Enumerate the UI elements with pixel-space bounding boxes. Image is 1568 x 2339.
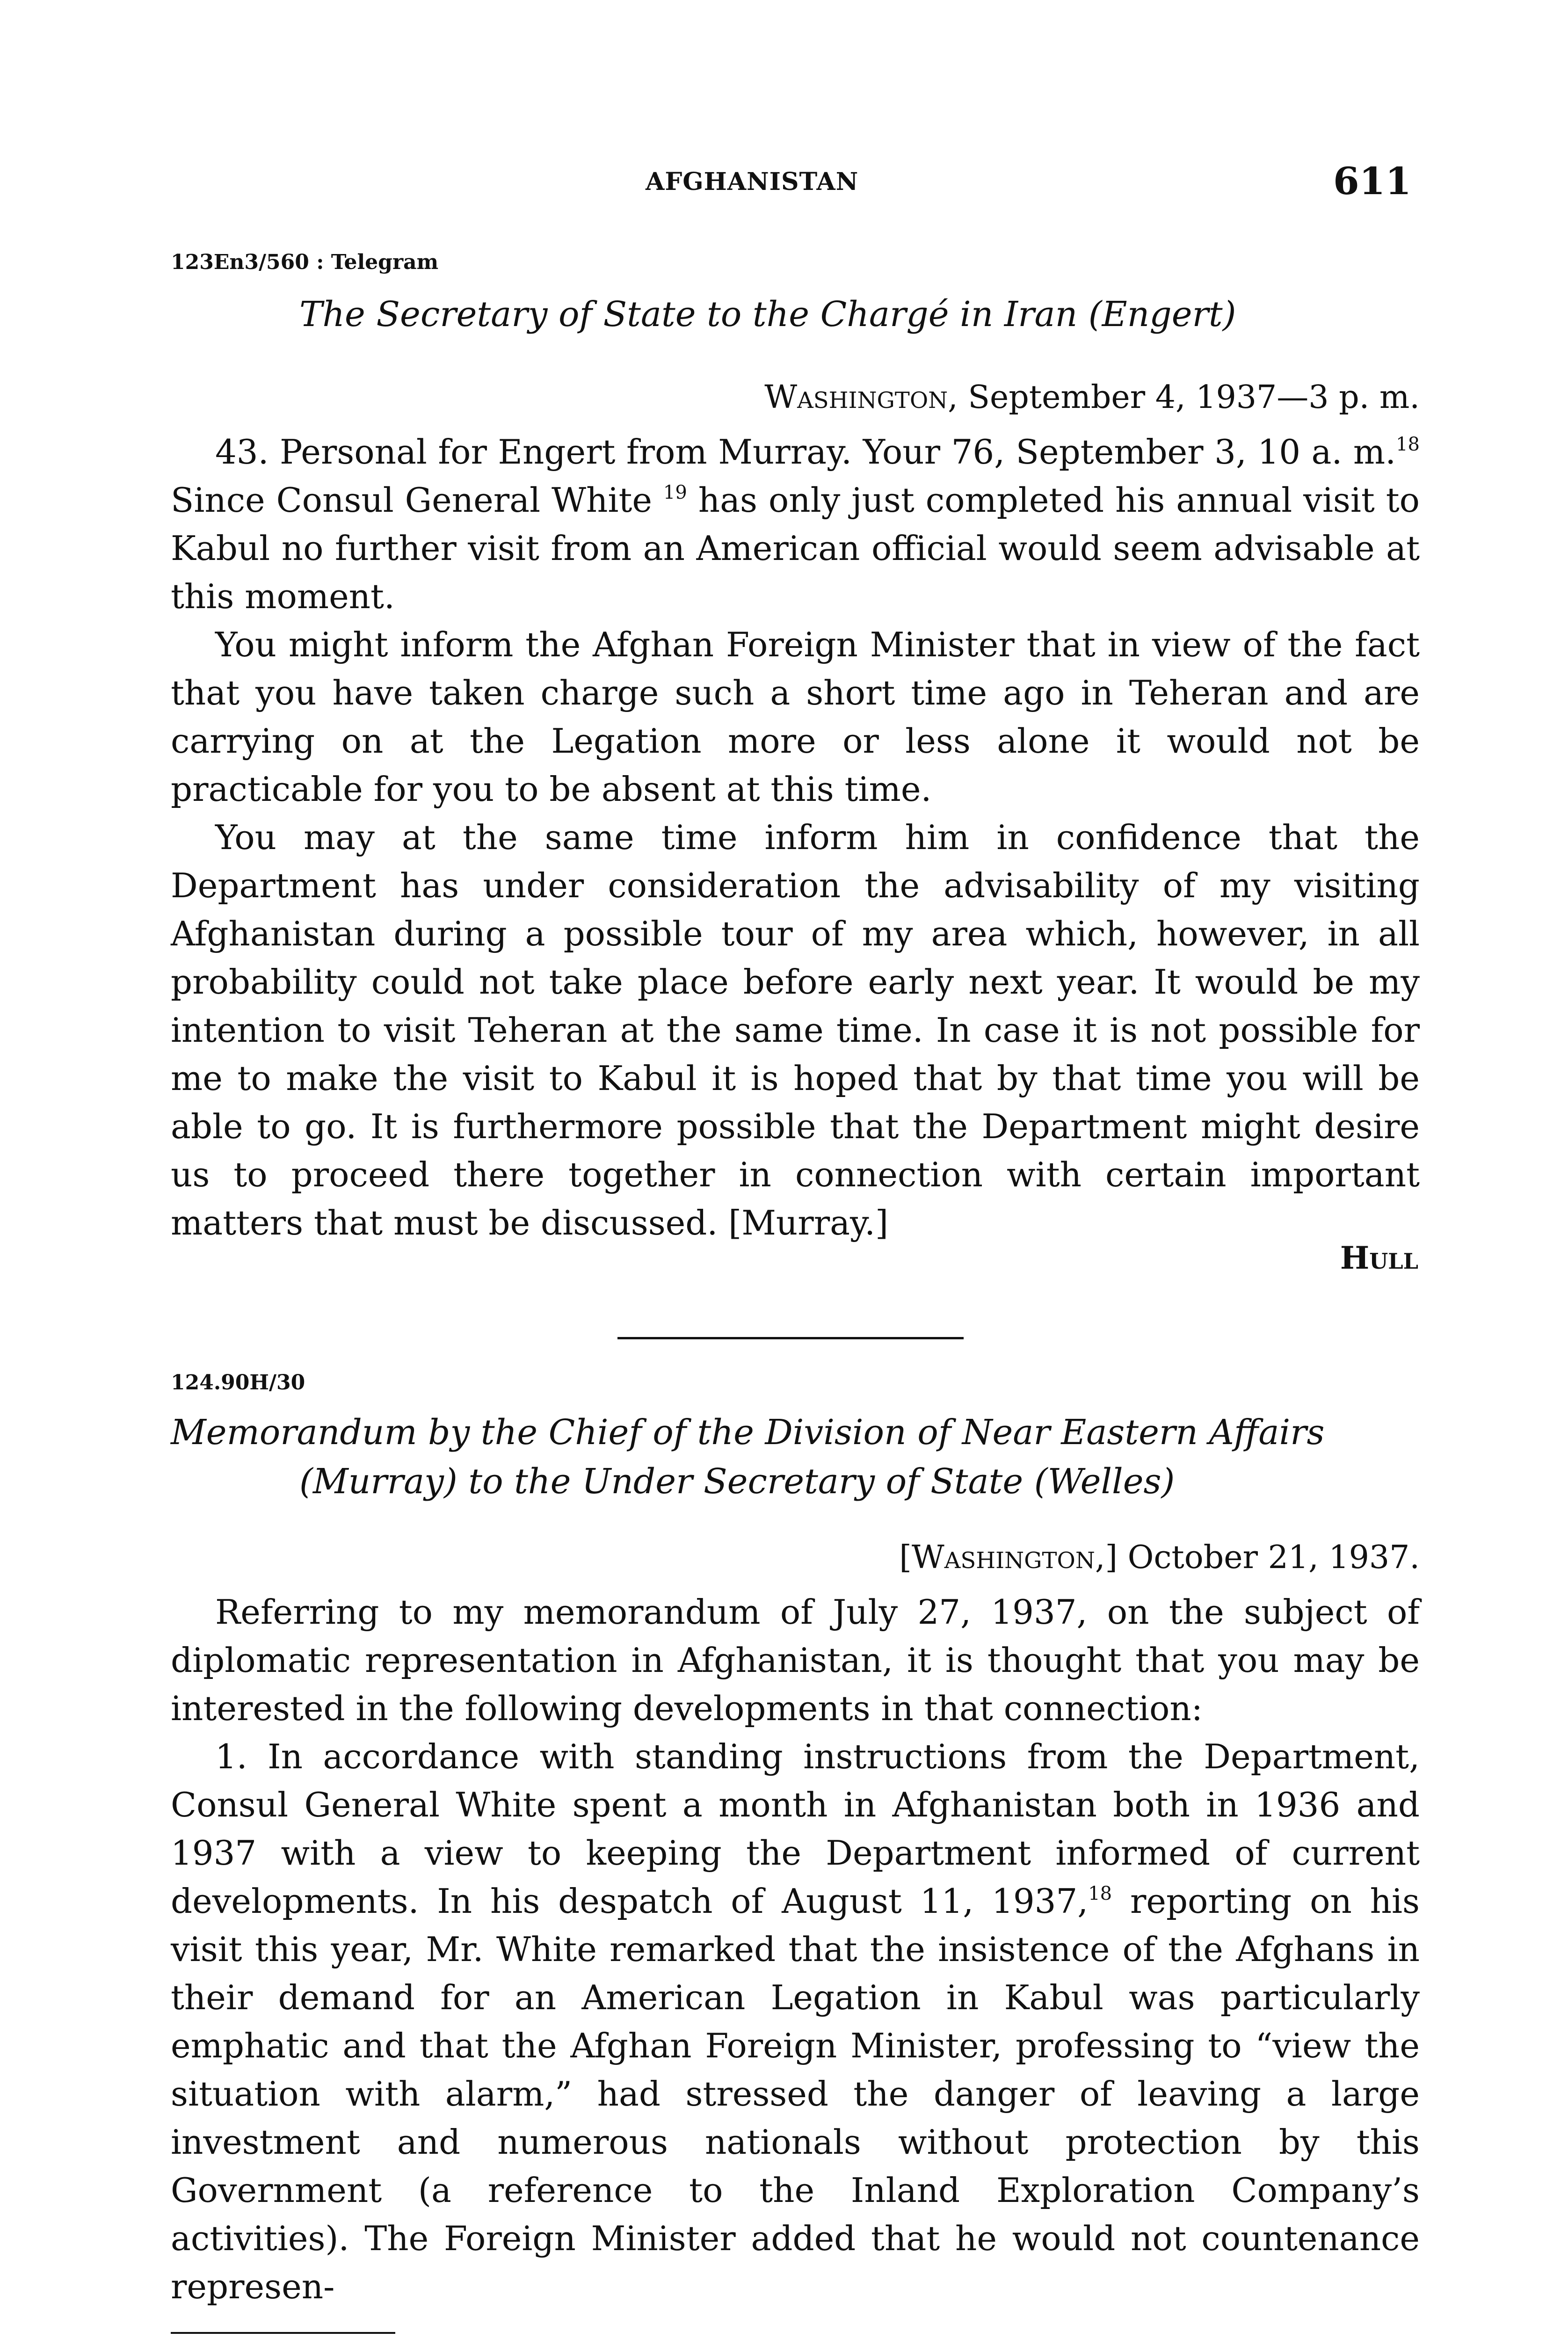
dateline-bracket: [ <box>899 1539 912 1576</box>
running-head <box>0 159 1568 201</box>
file-reference: 124.90H/30 <box>171 1371 305 1395</box>
dateline <box>515 379 1420 416</box>
paragraph-text: 1. In accordance with standing instructions from the Department, Consul General White spent a month in Afghanistan both in 1936 and 1937 with a view to keeping the Department informed of current developments. In his despatch of August 11, 1937, <box>171 1737 1420 1921</box>
section-separator <box>617 1337 964 1339</box>
footnote-rule <box>171 2332 395 2334</box>
paragraph-text: 43. Personal for Engert from Murray. Your 76, September 3, 10 a. m. <box>215 432 1396 472</box>
file-reference: 123En3/560 : Telegram <box>171 250 439 274</box>
signature: Hull <box>1340 1240 1418 1276</box>
dateline <box>515 1539 1420 1576</box>
paragraph-text: reporting on his visit this year, Mr. White remarked that the insistence of the Afghans in their demand for an American Legation in Kabul was particularly emphatic and that the Afghan Foreign Minister, professing to “view the situation with alarm,” had stressed the danger of leaving a large investment and numerous nationals without protection by this Government (a reference to the Inland Exploration Company’s activities). The Foreign Minister added that he would not countenance represen- <box>171 1881 1420 2306</box>
page-number: 611 <box>1333 159 1411 203</box>
telegram-body <box>171 428 1420 1247</box>
document-heading: The Secretary of State to the Chargé in Iran (Engert) <box>299 294 1236 334</box>
dateline-place: Washington, <box>911 1539 1105 1576</box>
paragraph-text: Since Consul General White <box>171 480 663 520</box>
paragraph: You may at the same time inform him in confidence that the Department has under consideration the advisability of my visiting Afghanistan during a possible tour of my area which, however, in all probability could not take place before early next year. It would be my intention to visit Teheran at the same time. In case it is not possible for me to make the visit to Kabul it is hoped that by that time you will be able to go. It is furthermore possible that the Department might desire us to proceed there together in connection with certain important matters that must be discussed. [Murray.] <box>171 818 1420 1242</box>
paragraph <box>171 428 1420 621</box>
paragraph <box>171 1733 1420 2311</box>
dateline-place: Washington, <box>764 379 958 416</box>
dateline-date: September 4, 1937—3 p. m. <box>958 379 1420 416</box>
document-heading-line2: (Murray) to the Under Secretary of State (Welles) <box>299 1461 1175 1502</box>
memorandum-body <box>171 1588 1420 2311</box>
running-title: AFGHANISTAN <box>646 167 859 196</box>
footnote-ref: 18 <box>1396 434 1420 455</box>
document-heading-line1: Memorandum by the Chief of the Division of Near Eastern Affairs <box>171 1412 1325 1453</box>
footnote-ref: 19 <box>663 482 687 503</box>
dateline-date: ] October 21, 1937. <box>1105 1539 1420 1576</box>
paragraph: Referring to my memorandum of July 27, 1937, on the subject of diplomatic representation in Afghanistan, it is thought that you may be interested in the following developments in that connection: <box>171 1592 1420 1728</box>
paragraph: You might inform the Afghan Foreign Minister that in view of the fact that you have taken charge such a short time ago in Teheran and are carrying on at the Legation more or less alone it would not be practicable for you to be absent at this time. <box>171 625 1420 809</box>
footnote-ref: 18 <box>1088 1883 1112 1904</box>
paragraph-text: has only just completed his annual visit to Kabul no further visit from an American official would seem advisable at this moment. <box>171 480 1420 616</box>
